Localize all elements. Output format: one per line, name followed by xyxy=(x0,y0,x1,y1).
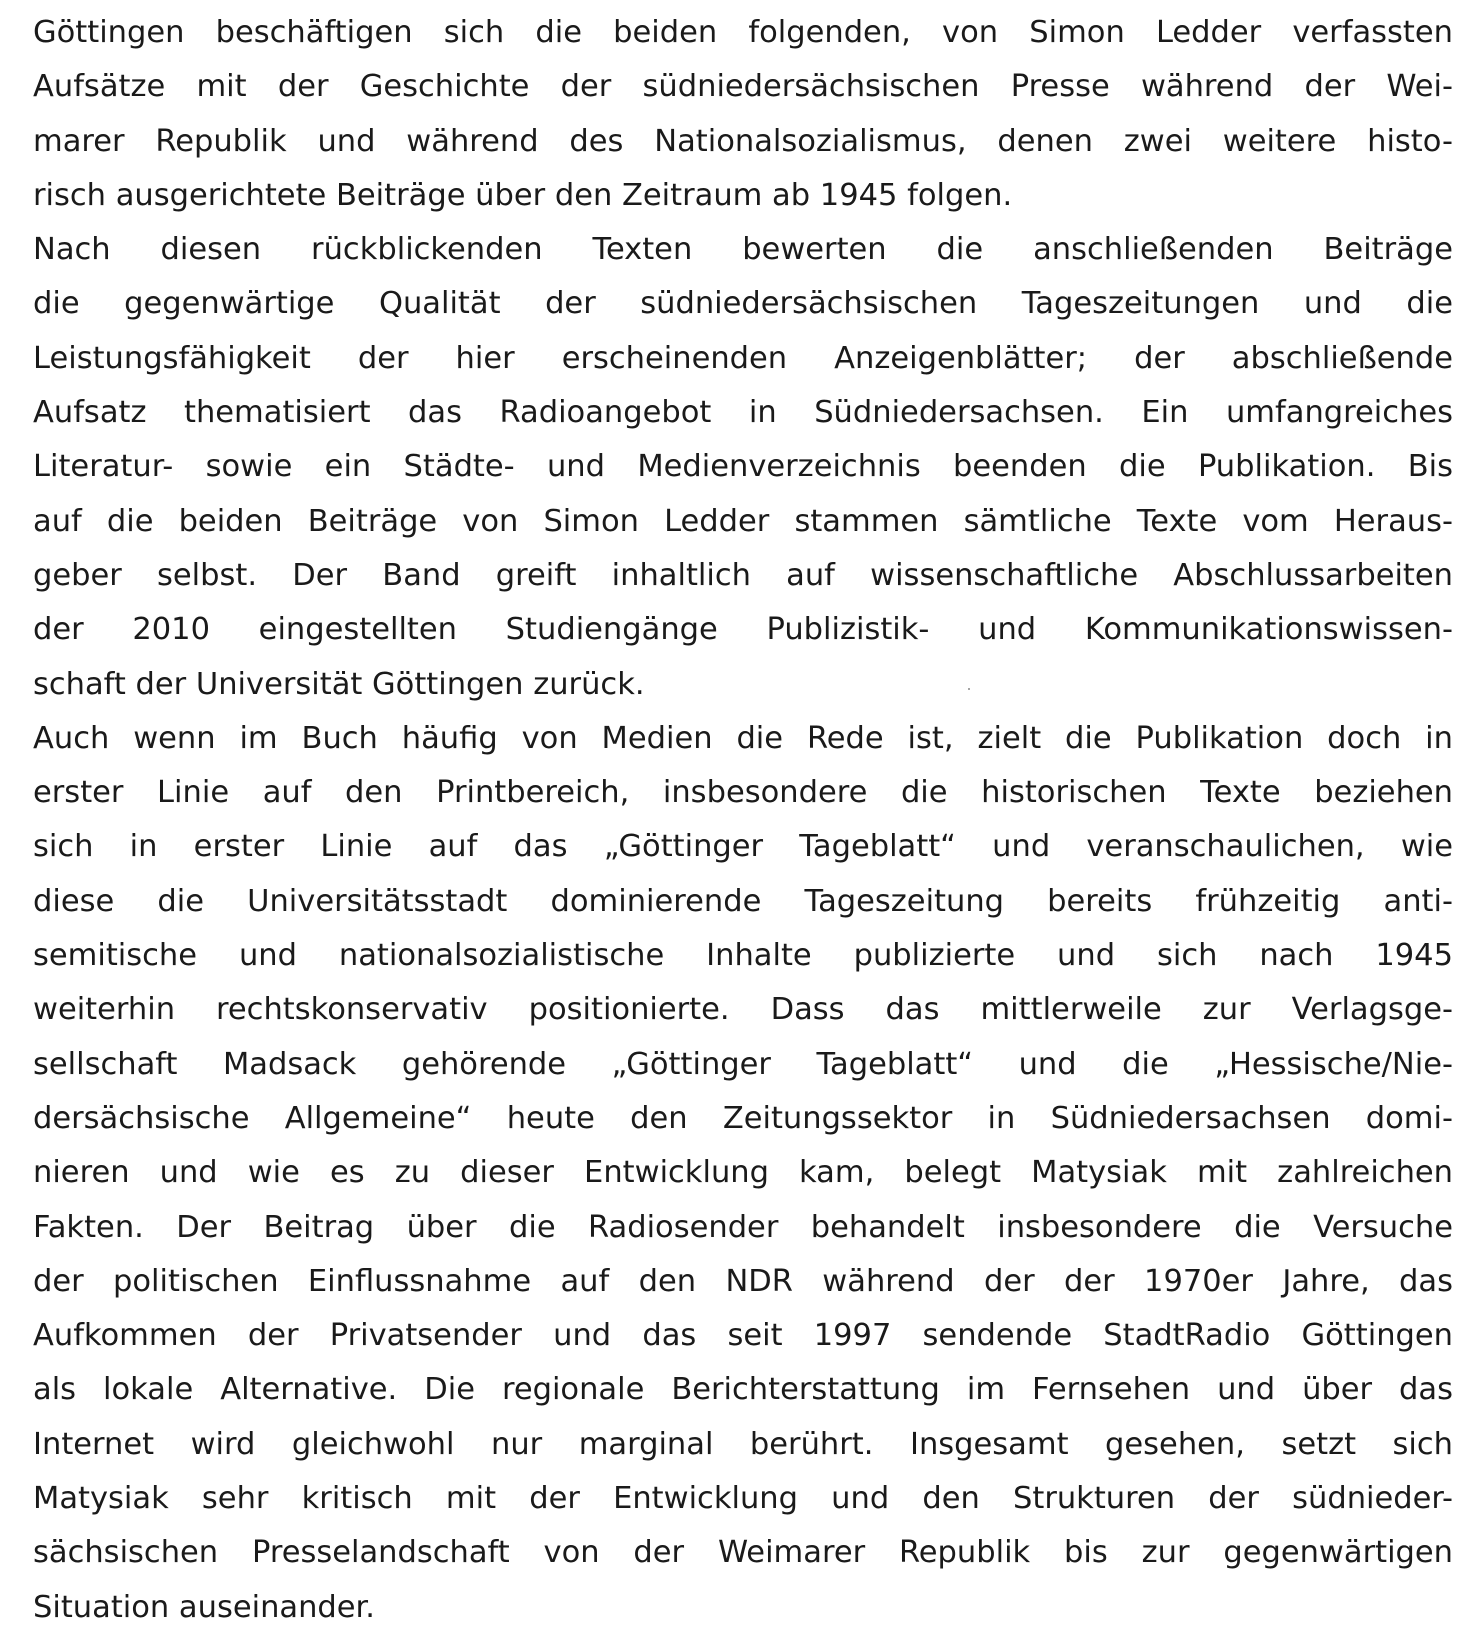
text-line: Aufsatz thematisiert das Radioangebot in Südniedersachsen. Ein umfangreiches xyxy=(33,395,1453,431)
text-line: sich in erster Linie auf das „Göttinger Tageblatt“ und veranschaulichen, wie xyxy=(33,829,1453,865)
text-line: Auch wenn im Buch häufig von Medien die Rede ist, zielt die Publikation doch in xyxy=(33,720,1453,756)
text-line: nieren und wie es zu dieser Entwicklung kam, belegt Matysiak mit zahlreichen xyxy=(33,1155,1453,1191)
text-line: Matysiak sehr kritisch mit der Entwicklung und den Strukturen der südnieder- xyxy=(33,1481,1453,1517)
paragraph-2 xyxy=(33,223,1453,712)
paragraph-3 xyxy=(33,712,1453,1635)
text-line: Aufsätze mit der Geschichte der südniedersächsischen Presse während der Wei- xyxy=(33,69,1453,105)
text-line: als lokale Alternative. Die regionale Berichterstattung im Fernsehen und über das xyxy=(33,1372,1453,1408)
text-line: Situation auseinander. xyxy=(33,1589,375,1625)
text-line: erster Linie auf den Printbereich, insbesondere die historischen Texte beziehen xyxy=(33,775,1453,811)
text-line: risch ausgerichtete Beiträge über den Zeitraum ab 1945 folgen. xyxy=(33,177,1013,213)
text-line: Aufkommen der Privatsender und das seit 1997 sendende StadtRadio Göttingen xyxy=(33,1318,1453,1354)
text-line: sellschaft Madsack gehörende „Göttinger Tageblatt“ und die „Hessische/Nie- xyxy=(33,1046,1453,1082)
text-line: der 2010 eingestellten Studiengänge Publizistik- und Kommunikationswissen- xyxy=(33,612,1453,648)
scan-speck xyxy=(968,688,970,690)
text-line: Leistungsfähigkeit der hier erscheinenden Anzeigenblätter; der abschließende xyxy=(33,340,1453,376)
text-line: Internet wird gleichwohl nur marginal berührt. Insgesamt gesehen, setzt sich xyxy=(33,1426,1453,1462)
text-line: Fakten. Der Beitrag über die Radiosender behandelt insbesondere die Versuche xyxy=(33,1209,1453,1245)
text-line: auf die beiden Beiträge von Simon Ledder stammen sämtliche Texte vom Heraus- xyxy=(33,503,1453,539)
text-line: schaft der Universität Göttingen zurück. xyxy=(33,666,645,702)
text-line: dersächsische Allgemeine“ heute den Zeitungssektor in Südniedersachsen domi- xyxy=(33,1100,1453,1136)
text-line: Nach diesen rückblickenden Texten bewerten die anschließenden Beiträge xyxy=(33,232,1453,268)
text-line: die gegenwärtige Qualität der südniedersächsischen Tageszeitungen und die xyxy=(33,286,1453,322)
paragraph-1 xyxy=(33,6,1453,223)
text-line: sächsischen Presselandschaft von der Weimarer Republik bis zur gegenwärtigen xyxy=(33,1535,1453,1571)
text-line: marer Republik und während des Nationalsozialismus, denen zwei weitere histo- xyxy=(33,123,1453,159)
text-line: weiterhin rechtskonservativ positionierte. Dass das mittlerweile zur Verlagsge- xyxy=(33,992,1453,1028)
text-line: Literatur- sowie ein Städte- und Medienverzeichnis beenden die Publikation. Bis xyxy=(33,449,1453,485)
text-line: geber selbst. Der Band greift inhaltlich auf wissenschaftliche Abschlussarbeiten xyxy=(33,557,1453,593)
document-page xyxy=(33,6,1453,1635)
text-line: diese die Universitätsstadt dominierende Tageszeitung bereits frühzeitig anti- xyxy=(33,883,1453,919)
text-line: der politischen Einflussnahme auf den NDR während der der 1970er Jahre, das xyxy=(33,1263,1453,1299)
text-line: semitische und nationalsozialistische Inhalte publizierte und sich nach 1945 xyxy=(33,938,1453,974)
text-line: Göttingen beschäftigen sich die beiden folgenden, von Simon Ledder verfassten xyxy=(33,15,1453,50)
